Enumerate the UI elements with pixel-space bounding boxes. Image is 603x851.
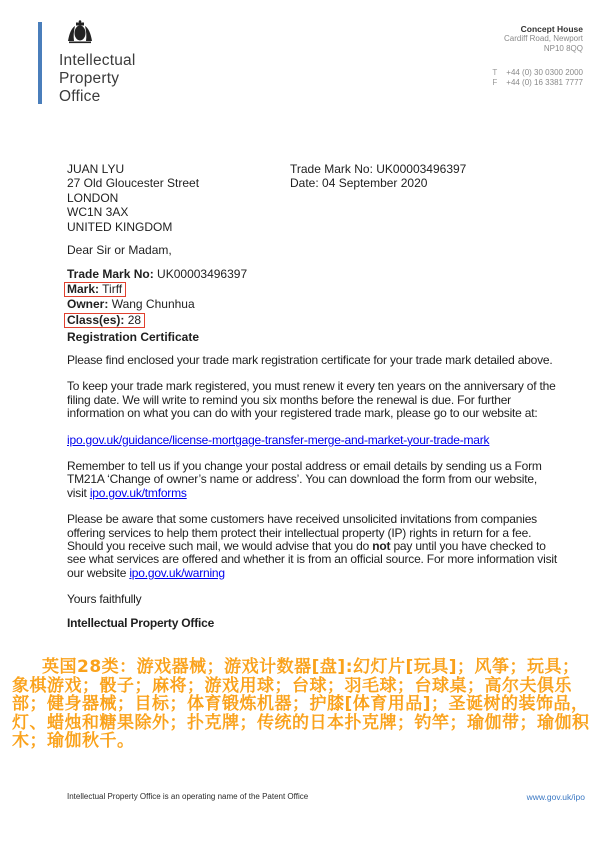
tmforms-link[interactable]: ipo.gov.uk/tmforms <box>89 485 187 500</box>
classes-highlight-box <box>64 313 145 328</box>
paragraph-warning <box>67 513 559 580</box>
reference-block <box>290 162 466 191</box>
detail-classes-value: 28 <box>127 312 142 327</box>
detail-mark-label: Mark: <box>67 282 100 297</box>
reference-date-line <box>290 176 466 190</box>
phone-row <box>492 68 583 78</box>
ipo-logo <box>38 20 136 106</box>
fax-label: F <box>492 78 498 87</box>
paragraph-renewal: To keep your trade mark registered, you must renew it every ten years on the anniversary of the filing date. We will write to remind you six months before the renewal is due. For further information on what you can do with your registered trade mark, please go to our website at: <box>67 379 556 421</box>
logo-blue-bar <box>38 22 42 104</box>
paragraph-warning-text-2: pay until you have checked to see what services are offered and whether it is from an official source. For more information visit our website <box>67 539 557 580</box>
detail-trademark-no <box>67 267 247 282</box>
signature: Intellectual Property Office <box>67 615 215 630</box>
salutation: Dear Sir or Madam, <box>67 243 172 257</box>
phone-label: T <box>492 68 498 77</box>
detail-owner <box>67 297 247 312</box>
phone-number: +44 (0) 30 0300 2000 <box>506 68 583 77</box>
detail-owner-value: Wang Chunhua <box>111 297 195 312</box>
recipient-address <box>67 162 199 234</box>
logo-text-line: Intellectual <box>59 52 136 69</box>
fax-number: +44 (0) 16 3381 7777 <box>506 78 583 87</box>
guidance-link[interactable]: ipo.gov.uk/guidance/license-mortgage-transfer-merge-and-market-your-trade-mark <box>67 432 490 447</box>
letter-body <box>67 354 559 630</box>
section-heading: Registration Certificate <box>67 330 200 344</box>
office-postcode: NP10 8QQ <box>543 44 583 53</box>
recipient-country: UNITED KINGDOM <box>67 219 173 234</box>
office-name: Concept House <box>520 24 583 34</box>
recipient-city: LONDON <box>67 190 119 205</box>
paragraph-enclosed: Please find enclosed your trade mark registration certificate for your trade mark detailed above. <box>67 353 553 367</box>
detail-mark-value: Tirff <box>102 282 123 297</box>
reference-trademark-label: Trade Mark No: <box>290 162 373 176</box>
paragraph-address-change <box>67 460 559 500</box>
fax-row <box>492 78 583 88</box>
reference-date-value: 04 September 2020 <box>322 176 428 191</box>
reference-trademark-line <box>290 162 466 176</box>
reference-date-label: Date: <box>290 176 319 191</box>
reference-trademark-number: UK00003496397 <box>376 162 467 176</box>
class28-chinese-annotation: 英国28类：游戏器械；游戏计数器[盘]:幻灯片[玩具]；风筝；玩具；象棋游戏；骰子；麻将；游戏用球；台球；羽毛球；台球桌；高尔夫俱乐部；健身器械；目标；体育锻炼机器；护膝[体育用品]；圣诞树的装饰品，灯、蜡烛和糖果除外；扑克牌；传统的日本扑克牌；钓竿；瑜伽带；瑜伽积木；瑜伽秋千。 <box>12 657 590 752</box>
paragraph-guidance-link-line <box>67 434 559 447</box>
gov-uk-ipo-link[interactable]: www.gov.uk/ipo <box>526 792 585 802</box>
detail-classes-label: Class(es): <box>67 312 125 327</box>
detail-mark <box>67 282 247 297</box>
logo-text-line: Property <box>59 70 120 87</box>
paragraph-warning-bold-not: not <box>372 539 391 554</box>
detail-trademark-value: UK00003496397 <box>157 267 248 281</box>
detail-classes <box>67 313 247 328</box>
trademark-details <box>67 267 247 328</box>
mark-highlight-box <box>64 282 126 297</box>
paragraph-warning-text-1: Please be aware that some customers have received unsolicited invitations from companies offering services to help them protect their intellectual property (IP) rights in return for a fee. Should you receive such mail, we would advise that you do <box>67 512 537 554</box>
valediction: Yours faithfully <box>67 592 142 607</box>
footer-disclaimer: Intellectual Property Office is an operating name of the Patent Office <box>67 792 309 801</box>
office-contact-block <box>492 24 583 88</box>
recipient-street: 27 Old Gloucester Street <box>67 176 200 191</box>
recipient-postcode: WC1N 3AX <box>67 205 129 220</box>
office-street: Cardiff Road, Newport <box>504 34 583 43</box>
recipient-name: JUAN LYU <box>67 162 125 176</box>
detail-trademark-label: Trade Mark No: <box>67 267 154 281</box>
detail-owner-label: Owner: <box>67 297 109 312</box>
logo-text-line: Office <box>59 88 101 105</box>
royal-crest-icon <box>65 20 95 45</box>
warning-link[interactable]: ipo.gov.uk/warning <box>129 565 225 580</box>
paragraph-address-change-text: Remember to tell us if you change your postal address or email details by sending us a Form TM21A ‘Change of owner’s name or address’. You can download the form from our website, visit <box>67 459 542 500</box>
